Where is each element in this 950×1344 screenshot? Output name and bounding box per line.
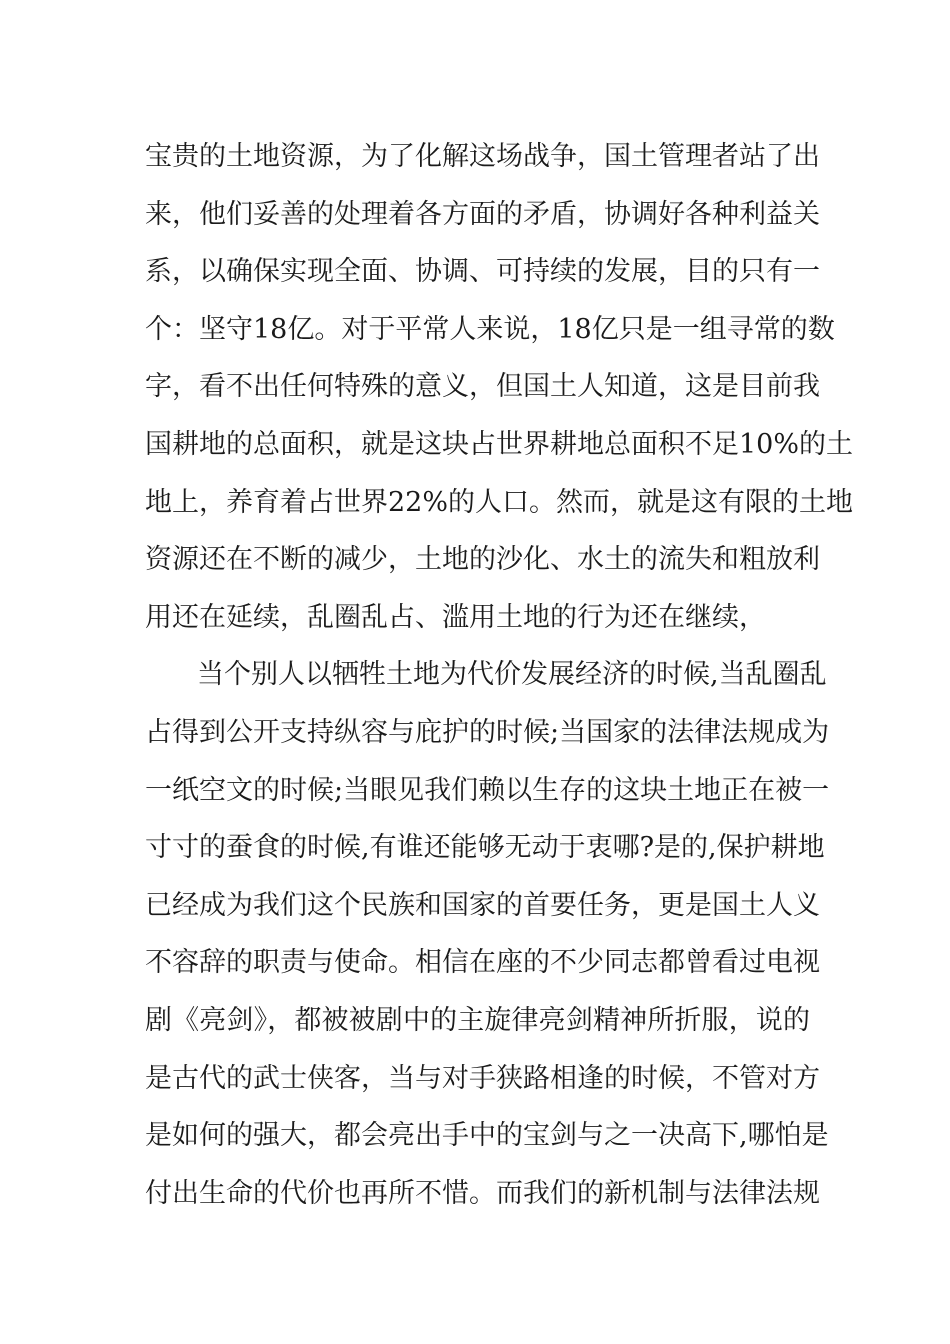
text-line: 寸寸的蚕食的时候,有谁还能够无动于衷哪?是的,保护耕地 [145,832,825,864]
text-line: 系，以确保实现全面、协调、可持续的发展，目的只有一 [145,256,820,288]
text-line: 不容辞的职责与使命。相信在座的不少同志都曾看过电视 [145,947,820,979]
text-line: 字，看不出任何特殊的意义，但国土人知道，这是目前我 [145,371,820,403]
text-line: 付出生命的代价也再所不惜。而我们的新机制与法律法规 [145,1177,820,1209]
text-line: 国耕地的总面积，就是这块占世界耕地总面积不足10%的土 [145,428,854,460]
text-line: 个：坚守18亿。对于平常人来说，18亿只是一组寻常的数 [145,313,835,345]
paragraph-2 [145,646,830,1222]
text-line: 来，他们妥善的处理着各方面的矛盾，协调好各种利益关 [145,198,820,230]
text-line: 宝贵的土地资源，为了化解这场战争，国土管理者站了出 [145,141,820,172]
paragraph-1 [145,128,854,646]
text-line: 是古代的武士侠客，当与对手狭路相逢的时候，不管对方 [145,1062,820,1094]
text-line: 当个别人以牺牲土地为代价发展经济的时候,当乱圈乱 [197,659,827,691]
text-line: 资源还在不断的减少，土地的沙化、水土的流失和粗放利 [145,544,820,576]
text-line: 已经成为我们这个民族和国家的首要任务，更是国土人义 [145,889,820,921]
text-line: 是如何的强大，都会亮出手中的宝剑与之一决高下,哪怕是 [145,1120,829,1152]
text-line: 地上，养育着占世界22%的人口。然而，就是这有限的土地 [145,486,854,518]
text-line: 用还在延续，乱圈乱占、滥用土地的行为还在继续， [145,601,766,633]
text-line: 剧《亮剑》，都被被剧中的主旋律亮剑精神所折服，说的 [145,1004,810,1036]
text-line: 一纸空文的时候;当眼见我们赖以生存的这块土地正在被一 [145,774,830,806]
body-text [145,128,854,1222]
text-line: 占得到公开支持纵容与庇护的时候;当国家的法律法规成为 [145,716,830,748]
